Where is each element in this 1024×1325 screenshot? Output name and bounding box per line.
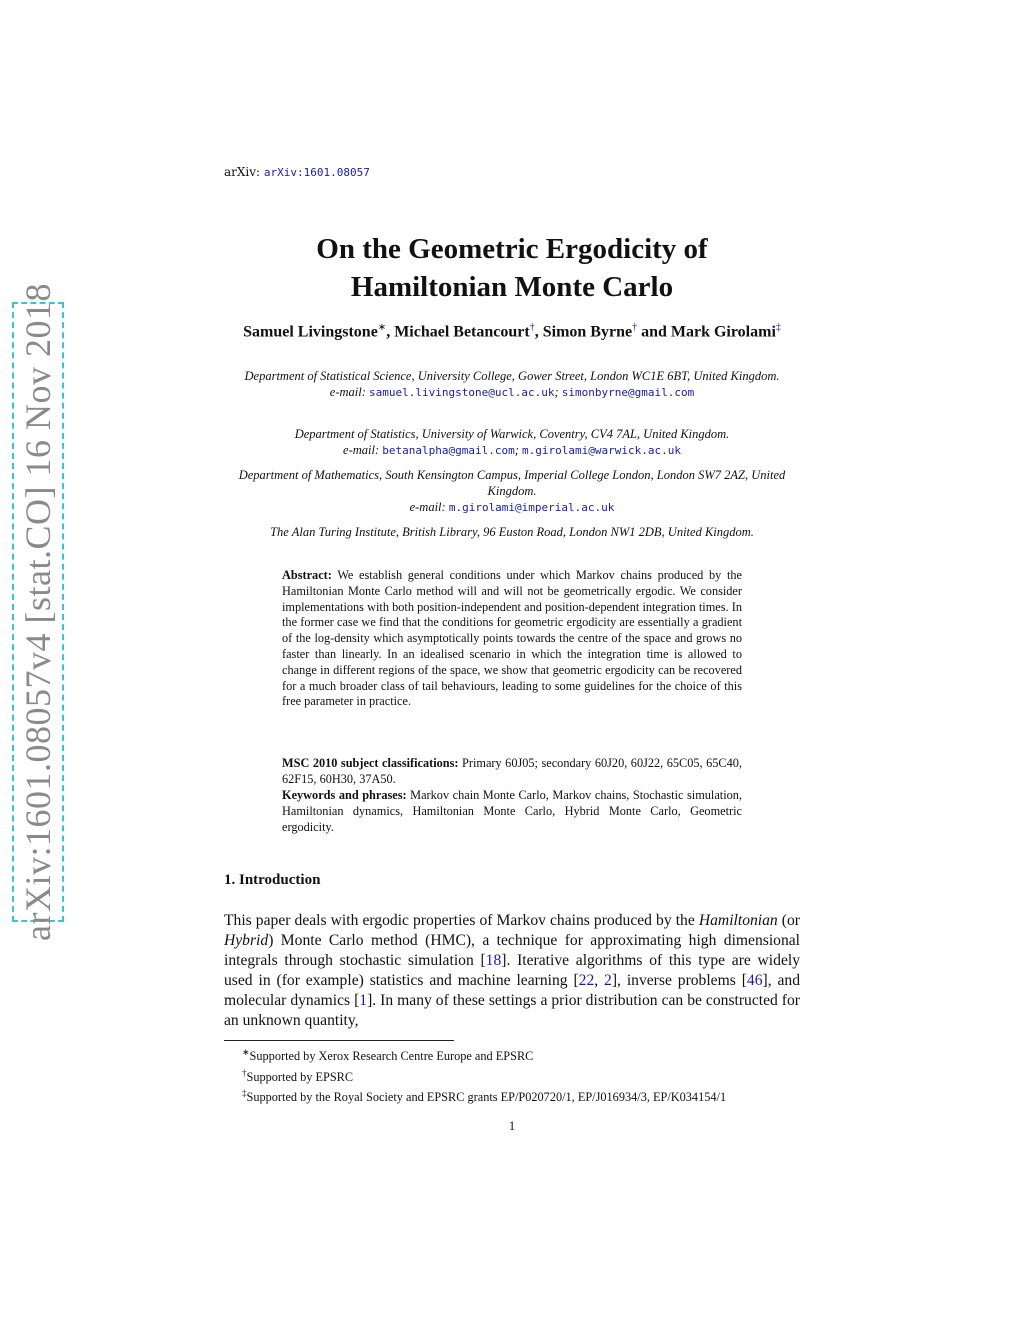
footnote	[224, 1065, 800, 1086]
paper-title	[224, 230, 800, 306]
msc-label: MSC 2010 subject classifications:	[282, 756, 459, 770]
page-number: 1	[508, 1119, 516, 1133]
msc-text: Primary 60J05; secondary 60J20, 60J22, 65C05, 65C40, 62F15, 60H30, 37A50.	[282, 756, 743, 786]
email-label: e-mail:	[343, 443, 380, 457]
abstract-label: Abstract:	[282, 568, 332, 582]
keywords	[282, 788, 742, 835]
emphasis-text: Hybrid	[224, 932, 269, 949]
keywords-text: Markov chain Monte Carlo, Markov chains, Stochastic simulation, Hamiltonian dynamics, Hamiltonian Monte Carlo, Hybrid Monte Carlo, Geometric ergodicity.	[282, 788, 742, 834]
affiliation	[224, 368, 800, 401]
body-text: (or	[777, 912, 800, 929]
affiliation-text: Department of Statistics, University of Warwick, Coventry, CV4 7AL, United Kingdom.	[294, 427, 730, 441]
email-link[interactable]: samuel.livingstone@ucl.ac.uk	[369, 386, 555, 399]
affiliation	[224, 426, 800, 459]
citation-link[interactable]: 1	[359, 992, 368, 1009]
body-text: ,	[594, 972, 605, 989]
footnote-mark: ∗	[377, 322, 387, 333]
footnote-text: Supported by the Royal Society and EPSRC grants EP/P020720/1, EP/J016934/3, EP/K034154/1	[246, 1090, 727, 1105]
arxiv-header-prefix: arXiv:	[224, 165, 261, 179]
footnote-mark: ‡	[775, 322, 781, 333]
abstract-text: We establish general conditions under which Markov chains produced by the Hamiltonian Monte Carlo method will and will not be geometrically ergodic. We consider implementations with both position-independent and position-dependent integration times. In the former case we find that the conditions for geometric ergodicity are essentially a gradient of the log-density which asymptotically points towards the centre of the space and grows no faster than linearly. In an idealised scenario in which the integration time is allowed to change in different regions of the space, we show that geometric ergodicity can be recovered for a much broader class of tail behaviours, leading to some guidelines for the choice of this free parameter in practice.	[282, 568, 742, 709]
email-separator: ;	[554, 385, 559, 399]
arxiv-header	[224, 165, 370, 179]
email-label: e-mail:	[409, 500, 446, 514]
email-link[interactable]: betanalpha@gmail.com	[382, 444, 515, 457]
section-number: 1.	[224, 872, 236, 888]
body-text: ], and molecular dynamics [	[224, 972, 801, 1009]
arxiv-side-stamp-text: arXiv:1601.08057v4 [stat.CO] 16 Nov 2018	[18, 283, 58, 941]
title-line-2: Hamiltonian Monte Carlo	[350, 271, 674, 303]
email-link[interactable]: simonbyrne@gmail.com	[561, 386, 695, 399]
citation-link[interactable]: 46	[746, 972, 763, 989]
arxiv-id-link[interactable]: arXiv:1601.08057	[263, 166, 370, 179]
footnote	[224, 1044, 800, 1065]
affiliation-text: The Alan Turing Institute, British Library, 96 Euston Road, London NW1 2DB, United Kingdom.	[270, 525, 754, 539]
emphasis-text: Hamiltonian	[698, 912, 778, 929]
footnote-text: Supported by Xerox Research Centre Europe and EPSRC	[249, 1049, 534, 1064]
arxiv-side-stamp	[12, 283, 64, 941]
footnote-mark: †	[242, 1067, 247, 1078]
footnote-text: Supported by EPSRC	[246, 1069, 354, 1084]
author-name: Samuel Livingstone	[243, 323, 378, 341]
author-name: and Mark Girolami	[637, 323, 776, 341]
body-text: ]. Iterative algorithms of this type are widely used in (for example) statistics and machine learning [	[224, 952, 800, 989]
title-line-1: On the Geometric Ergodicity of	[316, 233, 708, 265]
affiliation-text: Department of Mathematics, South Kensington Campus, Imperial College London, London SW7 2AZ, United Kingdom.	[238, 468, 786, 498]
body-text: ], inverse problems [	[611, 972, 747, 989]
footnote-mark: †	[529, 322, 535, 333]
body-text: This paper deals with ergodic properties of Markov chains produced by the	[224, 912, 699, 929]
section-heading	[224, 872, 320, 889]
email-link[interactable]: m.girolami@imperial.ac.uk	[448, 501, 615, 514]
footnote-mark: †	[632, 322, 638, 333]
footnote-mark: ‡	[242, 1088, 247, 1099]
affiliation	[224, 524, 800, 540]
citation-link[interactable]: 22	[578, 972, 595, 989]
author-list	[224, 318, 800, 342]
keywords-label: Keywords and phrases:	[282, 788, 407, 802]
footnote-mark: ∗	[242, 1047, 250, 1057]
abstract	[282, 568, 742, 710]
msc-classifications	[282, 756, 742, 788]
email-label: e-mail:	[329, 385, 366, 399]
body-text: ) Monte Carlo method (HMC), a technique for approximating high dimensional integrals through stochastic simulation [	[224, 932, 800, 969]
section-title: Introduction	[239, 872, 321, 888]
footnote	[224, 1085, 800, 1106]
citation-link[interactable]: 18	[485, 952, 502, 969]
body-text: ]. In many of these settings a prior distribution can be constructed for an unknown quantity,	[224, 992, 800, 1029]
citation-link[interactable]: 2	[604, 972, 612, 989]
footnotes	[224, 1044, 800, 1106]
affiliation	[224, 467, 800, 516]
email-link[interactable]: m.girolami@warwick.ac.uk	[522, 444, 681, 457]
affiliation-text: Department of Statistical Science, University College, Gower Street, London WC1E 6BT, United Kingdom.	[244, 369, 780, 383]
intro-paragraph	[224, 911, 800, 1031]
author-name: , Simon Byrne	[534, 323, 633, 341]
author-name: , Michael Betancourt	[386, 323, 530, 341]
footnote-divider	[224, 1040, 454, 1041]
email-separator: ;	[514, 443, 519, 457]
